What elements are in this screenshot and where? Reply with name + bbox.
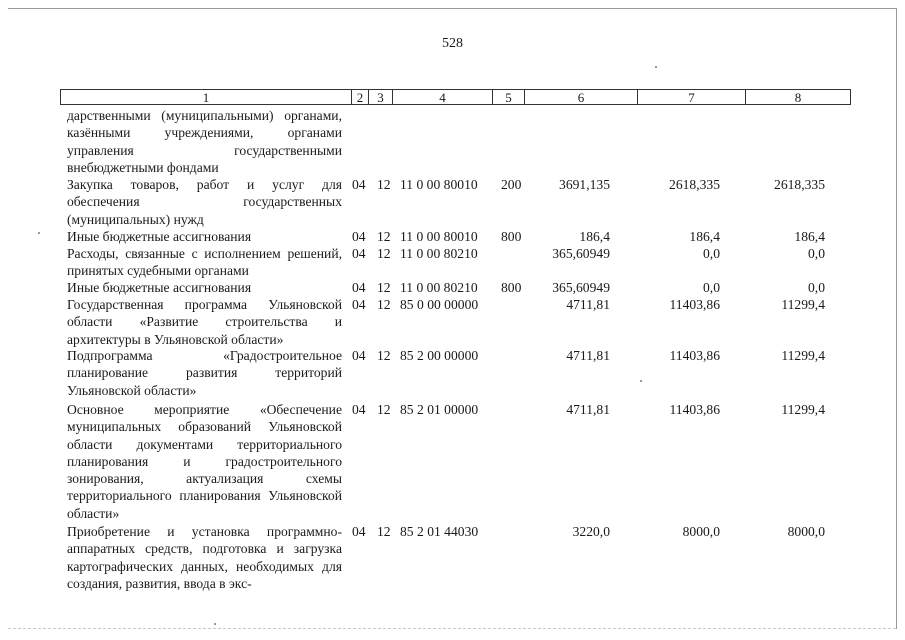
row-value-7: 0,0 [703,280,720,295]
row-value-7: 11403,86 [669,348,720,363]
scan-speck [38,232,40,234]
row-expense-type: 800 [501,280,522,295]
row-subsection: 12 [377,297,391,312]
row-section: 04 [352,402,366,417]
row-section: 04 [352,524,366,539]
row-subsection: 12 [377,246,391,261]
row-subsection: 12 [377,348,391,363]
row-description: Подпрограмма «Градостроительное планирование развития территорий Ульяновской области» [67,348,342,398]
row-value-8: 0,0 [808,246,825,261]
row-expense-type: 800 [501,229,522,244]
row-description: Иные бюджетные ассигнования [67,229,252,244]
row-subsection: 12 [377,524,391,539]
row-target-article: 11 0 00 80210 [400,246,478,261]
page-number: 528 [442,36,463,51]
row-section: 04 [352,229,366,244]
header-col-2: 2 [351,89,368,105]
row-value-7: 2618,335 [669,177,720,192]
row-value-7: 11403,86 [669,297,720,312]
page-bottom-edge [8,628,896,629]
row-target-article: 11 0 00 80210 [400,280,478,295]
row-value-8: 8000,0 [787,524,825,539]
row-section: 04 [352,280,366,295]
row-value-6: 365,60949 [552,280,610,295]
row-value-8: 2618,335 [774,177,825,192]
row-value-6: 3691,135 [559,177,610,192]
row-section: 04 [352,177,366,192]
header-col-5: 5 [492,89,524,105]
row-subsection: 12 [377,402,391,417]
row-target-article: 85 2 01 00000 [400,402,479,417]
row-description: Государственная программа Ульяновской области «Развитие строительства и архитектуры в Ульяновской области» [67,297,342,347]
row-value-6: 365,60949 [552,246,610,261]
row-description: Иные бюджетные ассигнования [67,280,252,295]
row-value-8: 11299,4 [781,297,825,312]
row-description: дарственными (муниципальными) органами, казёнными учреждениями, органами управления государственными внебюджетными фондами [67,108,342,175]
row-target-article: 85 2 00 00000 [400,348,479,363]
header-col-7: 7 [637,89,745,105]
scan-speck [655,66,657,68]
row-description: Основное мероприятие «Обеспечение муниципальных образований Ульяновской области документами территориального планирования и градостроительного зонирования, актуализация схемы территориального планирования Ульяновской области» [67,402,342,521]
row-value-6: 4711,81 [566,348,610,363]
row-value-6: 3220,0 [572,524,610,539]
row-value-7: 11403,86 [669,402,720,417]
row-value-6: 4711,81 [566,297,610,312]
row-value-7: 8000,0 [682,524,720,539]
row-subsection: 12 [377,177,391,192]
row-section: 04 [352,348,366,363]
row-description: Расходы, связанные с исполнением решений, принятых судебными органами [67,246,342,279]
row-value-6: 4711,81 [566,402,610,417]
row-value-7: 0,0 [703,246,720,261]
row-target-article: 85 2 01 44030 [400,524,479,539]
header-col-6: 6 [524,89,637,105]
row-subsection: 12 [377,280,391,295]
scan-speck [640,380,642,382]
header-col-4: 4 [392,89,492,105]
row-value-6: 186,4 [579,229,610,244]
row-target-article: 11 0 00 80010 [400,177,478,192]
row-value-8: 11299,4 [781,348,825,363]
scan-speck [214,623,216,625]
row-description: Закупка товаров, работ и услуг для обеспечения государственных (муниципальных) нужд [67,177,342,227]
row-section: 04 [352,246,366,261]
row-value-8: 11299,4 [781,402,825,417]
header-col-8: 8 [745,89,851,105]
row-section: 04 [352,297,366,312]
row-subsection: 12 [377,229,391,244]
row-value-7: 186,4 [689,229,720,244]
row-target-article: 11 0 00 80010 [400,229,478,244]
row-value-8: 0,0 [808,280,825,295]
row-value-8: 186,4 [794,229,825,244]
header-col-3: 3 [368,89,392,105]
header-col-1: 1 [60,89,351,105]
row-expense-type: 200 [501,177,522,192]
row-description: Приобретение и установка программно-аппаратных средств, подготовка и загрузка картографических данных, необходимых для создания, развития, ввода в экс- [67,524,342,591]
row-target-article: 85 0 00 00000 [400,297,479,312]
